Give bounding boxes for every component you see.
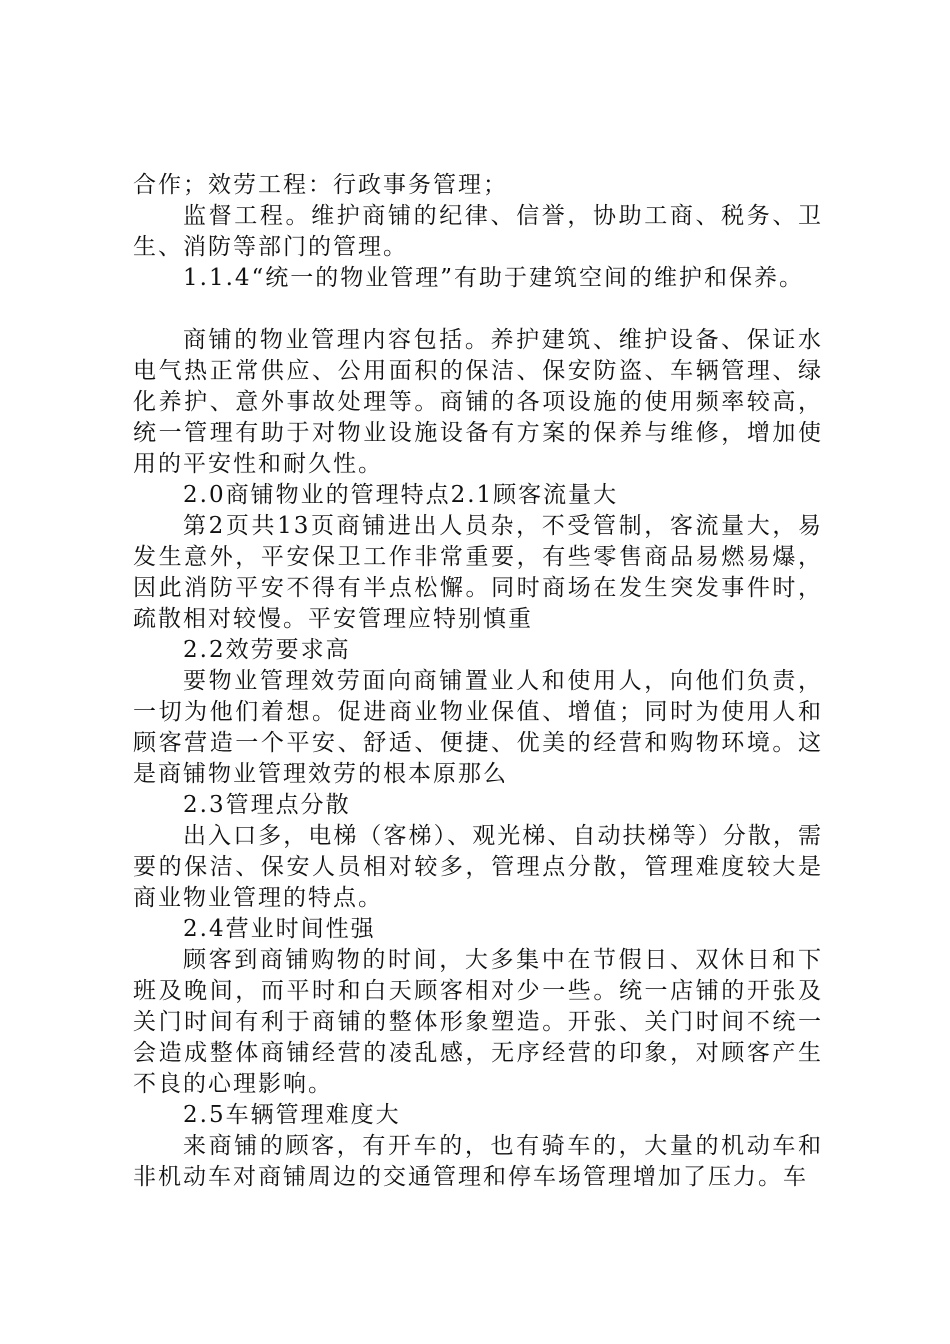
paragraph-vehicle-management: 来商铺的顾客，有开车的，也有骑车的，大量的机动车和非机动车对商铺周边的交通管理和停车场管理增加了压力。车: [133, 1133, 823, 1190]
heading-1-1-4: 1.1.4“统一的物业管理”有助于建筑空间的维护和保养。: [183, 265, 805, 291]
paragraph-cooperation: 合作；效劳工程：行政事务管理；: [133, 172, 508, 198]
heading-2-5: 2.5车辆管理难度大: [183, 1102, 401, 1128]
heading-2-3: 2.3管理点分散: [183, 792, 351, 818]
paragraph-service-requirements: 要物业管理效劳面向商铺置业人和使用人，向他们负责，一切为他们着想。促进商业物业保值、增值；同时为使用人和顾客营造一个平安、舒适、便捷、优美的经营和购物环境。这是商铺物业管理效劳的根本原那么: [133, 668, 823, 787]
heading-2-0: 2.0商铺物业的管理特点2.1顾客流量大: [183, 482, 619, 508]
paragraph-business-hours: 顾客到商铺购物的时间，大多集中在节假日、双休日和下班及晚间，而平时和白天顾客相对少一些。统一店铺的开张及关门时间有利于商铺的整体形象塑造。开张、关门时间不统一会造成整体商铺经营的凌乱感，无序经营的印象，对顾客产生不良的心理影响。: [133, 947, 823, 1097]
paragraph-management-content: 商铺的物业管理内容包括。养护建筑、维护设备、保证水电气热正常供应、公用面积的保洁、保安防盗、车辆管理、绿化养护、意外事故处理等。商铺的各项设施的使用频率较高，统一管理有助于对物业设施设备有方案的保养与维修，增加使用的平安性和耐久性。: [133, 327, 823, 477]
paragraph-supervision: 监督工程。维护商铺的纪律、信誉，协助工商、税务、卫生、消防等部门的管理。: [133, 203, 823, 260]
paragraph-customer-flow: 第2页共13页商铺进出人员杂，不受管制，客流量大，易发生意外，平安保卫工作非常重要，有些零售商品易燃易爆，因此消防平安不得有半点松懈。同时商场在发生突发事件时，疏散相对较慢。平安管理应特别慎重: [133, 513, 823, 632]
paragraph-dispersed-points: 出入口多，电梯（客梯）、观光梯、自动扶梯等）分散，需要的保洁、保安人员相对较多，管理点分散，管理难度较大是商业物业管理的特点。: [133, 823, 823, 911]
document-body: [133, 170, 823, 1193]
heading-2-4: 2.4营业时间性强: [183, 916, 376, 942]
heading-2-2: 2.2效劳要求高: [183, 637, 351, 663]
